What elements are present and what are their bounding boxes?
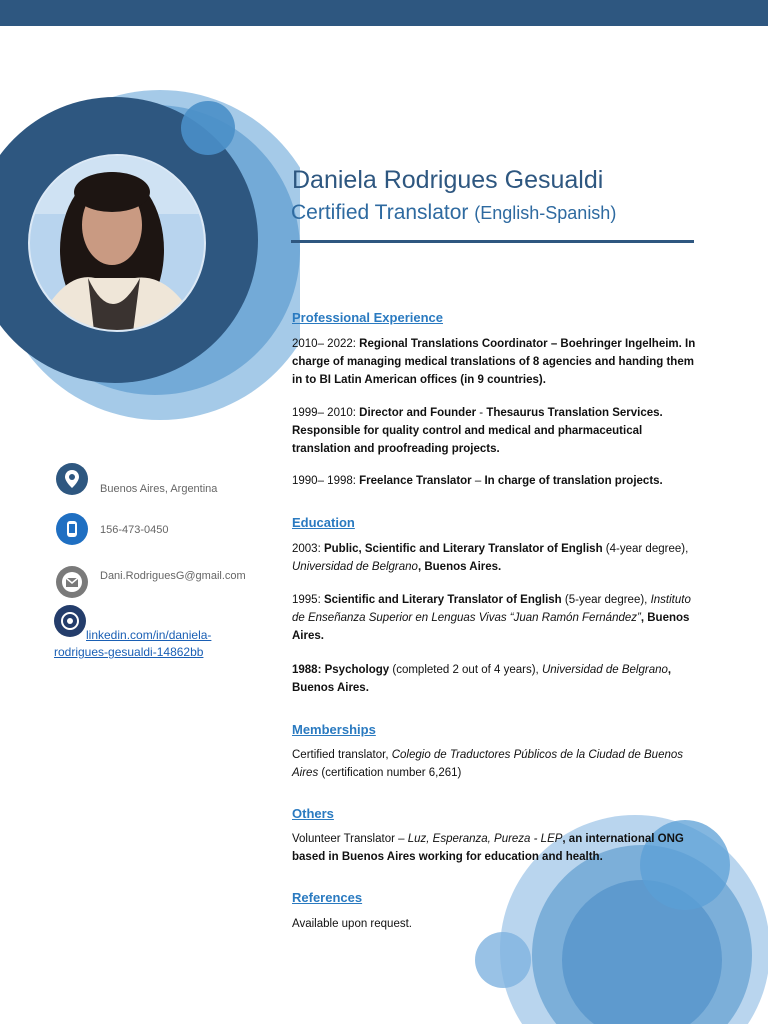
others-prefix: Volunteer Translator – (292, 833, 408, 845)
experience-years: 1999– 2010: (292, 407, 360, 419)
education-degree: Public, Scientific and Literary Translator of English (323, 543, 603, 555)
education-city: , Buenos Aires. (292, 664, 672, 694)
others-heading: Others (292, 806, 334, 821)
experience-role: Regional Translations Coordinator – Boehringer Ingelheim. (359, 338, 682, 350)
photo-decoration (0, 40, 300, 420)
education-detail: (4-year degree), (602, 543, 689, 555)
others-org: Luz, Esperanza, Pureza - LEP (407, 833, 563, 845)
experience-years: 1990– 1998: (292, 475, 360, 487)
candidate-title (291, 201, 616, 225)
education-heading: Education (292, 515, 355, 530)
experience-sep: - (476, 407, 487, 419)
education-item-2 (292, 591, 702, 645)
membership-suffix: (certification number 6,261) (318, 767, 462, 779)
education-item-3 (292, 661, 702, 697)
experience-org: Thesaurus Translation Services. (486, 407, 663, 419)
email-icon (56, 566, 88, 598)
experience-desc: In charge of translation projects. (484, 475, 663, 487)
candidate-name: Daniela Rodrigues Gesualdi (292, 166, 604, 194)
experience-desc: In charge of managing medical translations of 8 agencies and handing them in to BI Latin American offices (in 9 countries). (292, 338, 696, 386)
linkedin-link-line2[interactable]: rodrigues-gesualdi-14862bb (54, 645, 204, 659)
phone-icon (56, 513, 88, 545)
title-main: Certified Translator (291, 201, 469, 224)
linkedin-icon (54, 605, 86, 637)
references-text: Available upon request. (292, 918, 412, 930)
membership-prefix: Certified translator, (292, 749, 392, 761)
others-suffix: , an international ONG based in Buenos Aires working for education and health. (292, 833, 684, 863)
linkedin-link-line1[interactable]: linkedin.com/in/daniela- (86, 628, 212, 642)
phone-text: 156-473-0450 (100, 524, 169, 536)
experience-heading: Professional Experience (292, 310, 444, 325)
decor-circle-small (181, 101, 235, 155)
education-city: , Buenos Aires. (417, 561, 502, 573)
location-text: Buenos Aires, Argentina (100, 483, 218, 495)
title-languages: (English-Spanish) (474, 203, 617, 223)
location-pin-icon (56, 463, 88, 495)
education-year: 1995: (292, 594, 324, 606)
experience-desc: Responsible for quality control and medical and pharmaceutical translation and proofreading projects. (292, 425, 643, 455)
education-city: , Buenos Aires. (292, 612, 690, 642)
bottom-decoration (470, 780, 768, 1024)
experience-item-2 (292, 404, 702, 458)
education-detail: (completed 2 out of 4 years), (389, 664, 542, 676)
education-degree: Scientific and Literary Translator of English (323, 594, 562, 606)
experience-item-1 (292, 335, 702, 389)
education-institution: Instituto de Enseñanza Superior en Lenguas Vivas “Juan Ramón Fernández” (292, 594, 691, 624)
others-item (292, 830, 702, 866)
experience-sep: – (471, 475, 485, 487)
experience-role: Director and Founder (359, 407, 477, 419)
experience-item-3 (292, 472, 702, 490)
email-text[interactable]: Dani.RodriguesG@gmail.com (100, 570, 246, 582)
education-degree: Psychology (324, 664, 390, 676)
top-bar (0, 0, 768, 26)
education-detail: (5-year degree), (561, 594, 651, 606)
memberships-heading: Memberships (292, 722, 376, 737)
education-year: 1988: (292, 664, 325, 676)
decor-circle-left (475, 932, 531, 988)
education-institution: Universidad de Belgrano (292, 561, 418, 573)
memberships-item (292, 746, 702, 782)
education-item-1 (292, 540, 702, 576)
membership-org: Colegio de Traductores Públicos de la Ciudad de Buenos Aires (292, 749, 684, 779)
experience-years: 2010– 2022: (292, 338, 360, 350)
education-institution: Universidad de Belgrano (541, 664, 668, 676)
experience-role: Freelance Translator (359, 475, 472, 487)
title-divider (291, 240, 694, 243)
references-heading: References (292, 890, 363, 905)
education-year: 2003: (292, 543, 324, 555)
